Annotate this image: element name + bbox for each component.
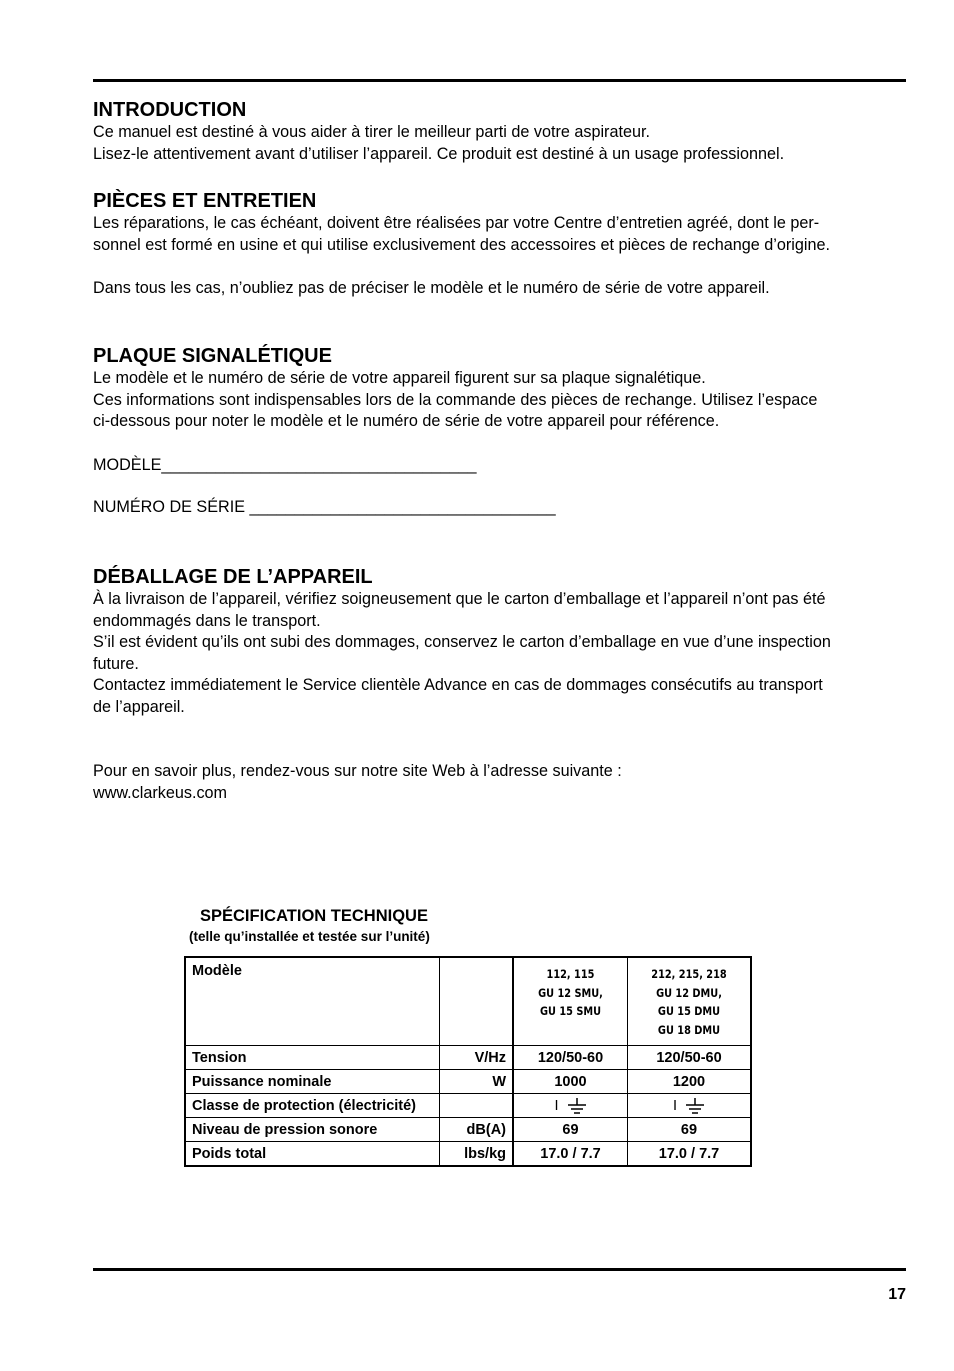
unpacking-line: S’il est évident qu’ils ont subi des dommages, conservez le carton d’emballage en vue d’une inspection [93,633,831,652]
unpacking-line: de l’appareil. [93,697,185,716]
row-label: Puissance nominale [185,1070,440,1094]
parts-line: Les réparations, le cas échéant, doivent être réalisées par votre Centre d’entretien agréé, dont le per- [93,214,820,232]
serial-field: NUMÉRO DE SÉRIE __________________________________ [93,498,556,516]
model-line: GU 12 DMU, [656,985,722,1000]
model-field: MODÈLE___________________________________ [93,456,477,474]
row-value: 120/50-60 [513,1046,628,1070]
row-value: 17.0 / 7.7 [513,1142,628,1167]
top-rule [93,79,906,82]
row-value: 120/50-60 [628,1046,752,1070]
parts-section [93,189,923,299]
row-value: 1200 [628,1070,752,1094]
row-value: 17.0 / 7.7 [628,1142,752,1167]
protection-class: I [672,1097,678,1114]
row-label: Niveau de pression sonore [185,1118,440,1142]
introduction-line: Ce manuel est destiné à vous aider à tirer le meilleur parti de votre aspirateur. [93,123,650,141]
unpacking-line: endommagés dans le transport. [93,611,321,630]
nameplate-heading: PLAQUE SIGNALÉTIQUE [93,345,332,367]
introduction-line: Lisez-le attentivement avant d’utiliser l’appareil. Ce produit est destiné à un usage professionnel. [93,144,785,163]
model-label: Modèle [185,957,440,1046]
table-row [185,1070,751,1094]
row-label: Poids total [185,1142,440,1167]
table-row [185,1142,751,1167]
nameplate-section [93,344,923,433]
spec-table [184,956,752,1167]
ground-icon [685,1097,705,1115]
introduction-heading: INTRODUCTION [93,99,247,121]
model-line: GU 18 DMU [657,1022,721,1037]
table-row [185,1118,751,1142]
row-label: Classe de protection (électricité) [185,1094,440,1118]
model-col1 [513,957,628,1046]
unpacking-line: future. [93,654,139,673]
page-number: 17 [888,1286,906,1303]
spec-title: SPÉCIFICATION TECHNIQUE [200,907,428,925]
website-url[interactable]: www.clarkeus.com [93,783,228,802]
nameplate-line: Le modèle et le numéro de série de votre appareil figurent sur sa plaque signalétique. [93,369,706,387]
unpacking-line: À la livraison de l’appareil, vérifiez soigneusement que le carton d’emballage et l’appareil n’ont pas été [93,590,826,608]
spec-subtitle: (telle qu’installée et testée sur l’unité) [189,929,430,944]
introduction-section [93,98,923,165]
website-text: Pour en savoir plus, rendez-vous sur notre site Web à l’adresse suivante : [93,762,622,780]
row-value: 69 [628,1118,752,1142]
table-row [185,1094,751,1118]
unpacking-heading: DÉBALLAGE DE L’APPAREIL [93,566,373,588]
row-value: 69 [513,1118,628,1142]
model-col2 [628,957,752,1046]
model-line: GU 15 SMU [539,1004,602,1018]
bottom-rule [93,1268,906,1271]
model-line: 212, 215, 218 [651,967,727,981]
row-unit: W [440,1070,514,1094]
row-value: 1000 [513,1070,628,1094]
row-unit: V/Hz [440,1046,514,1070]
parts-line: sonnel est formé en usine et qui utilise exclusivement des accessoires et pièces de rechange d’origine. [93,235,830,254]
unpacking-line: Contactez immédiatement le Service clientèle Advance en cas de dommages consécutifs au transport [93,676,823,695]
nameplate-line: Ces informations sont indispensables lors de la commande des pièces de rechange. Utilisez l’espace [93,390,818,409]
row-unit: lbs/kg [440,1142,514,1167]
parts-note: Dans tous les cas, n’oubliez pas de préciser le modèle et le numéro de série de votre appareil. [93,278,770,297]
row-label: Tension [185,1046,440,1070]
protection-class: I [554,1097,559,1114]
ground-icon [567,1097,587,1115]
row-unit [440,1094,514,1118]
model-line: GU 12 SMU, [538,985,603,1000]
unit-cell [440,957,514,1046]
model-line: 112, 115 [546,967,595,981]
model-line: GU 15 DMU [657,1004,721,1018]
parts-heading: PIÈCES ET ENTRETIEN [93,190,317,212]
row-value [513,1094,628,1118]
nameplate-line: ci-dessous pour noter le modèle et le numéro de série de votre appareil pour référence. [93,412,720,431]
row-unit: dB(A) [440,1118,514,1142]
table-row [185,957,751,1046]
row-value [628,1094,752,1118]
unpacking-section [93,565,923,719]
table-row [185,1046,751,1070]
website-section [93,761,923,804]
